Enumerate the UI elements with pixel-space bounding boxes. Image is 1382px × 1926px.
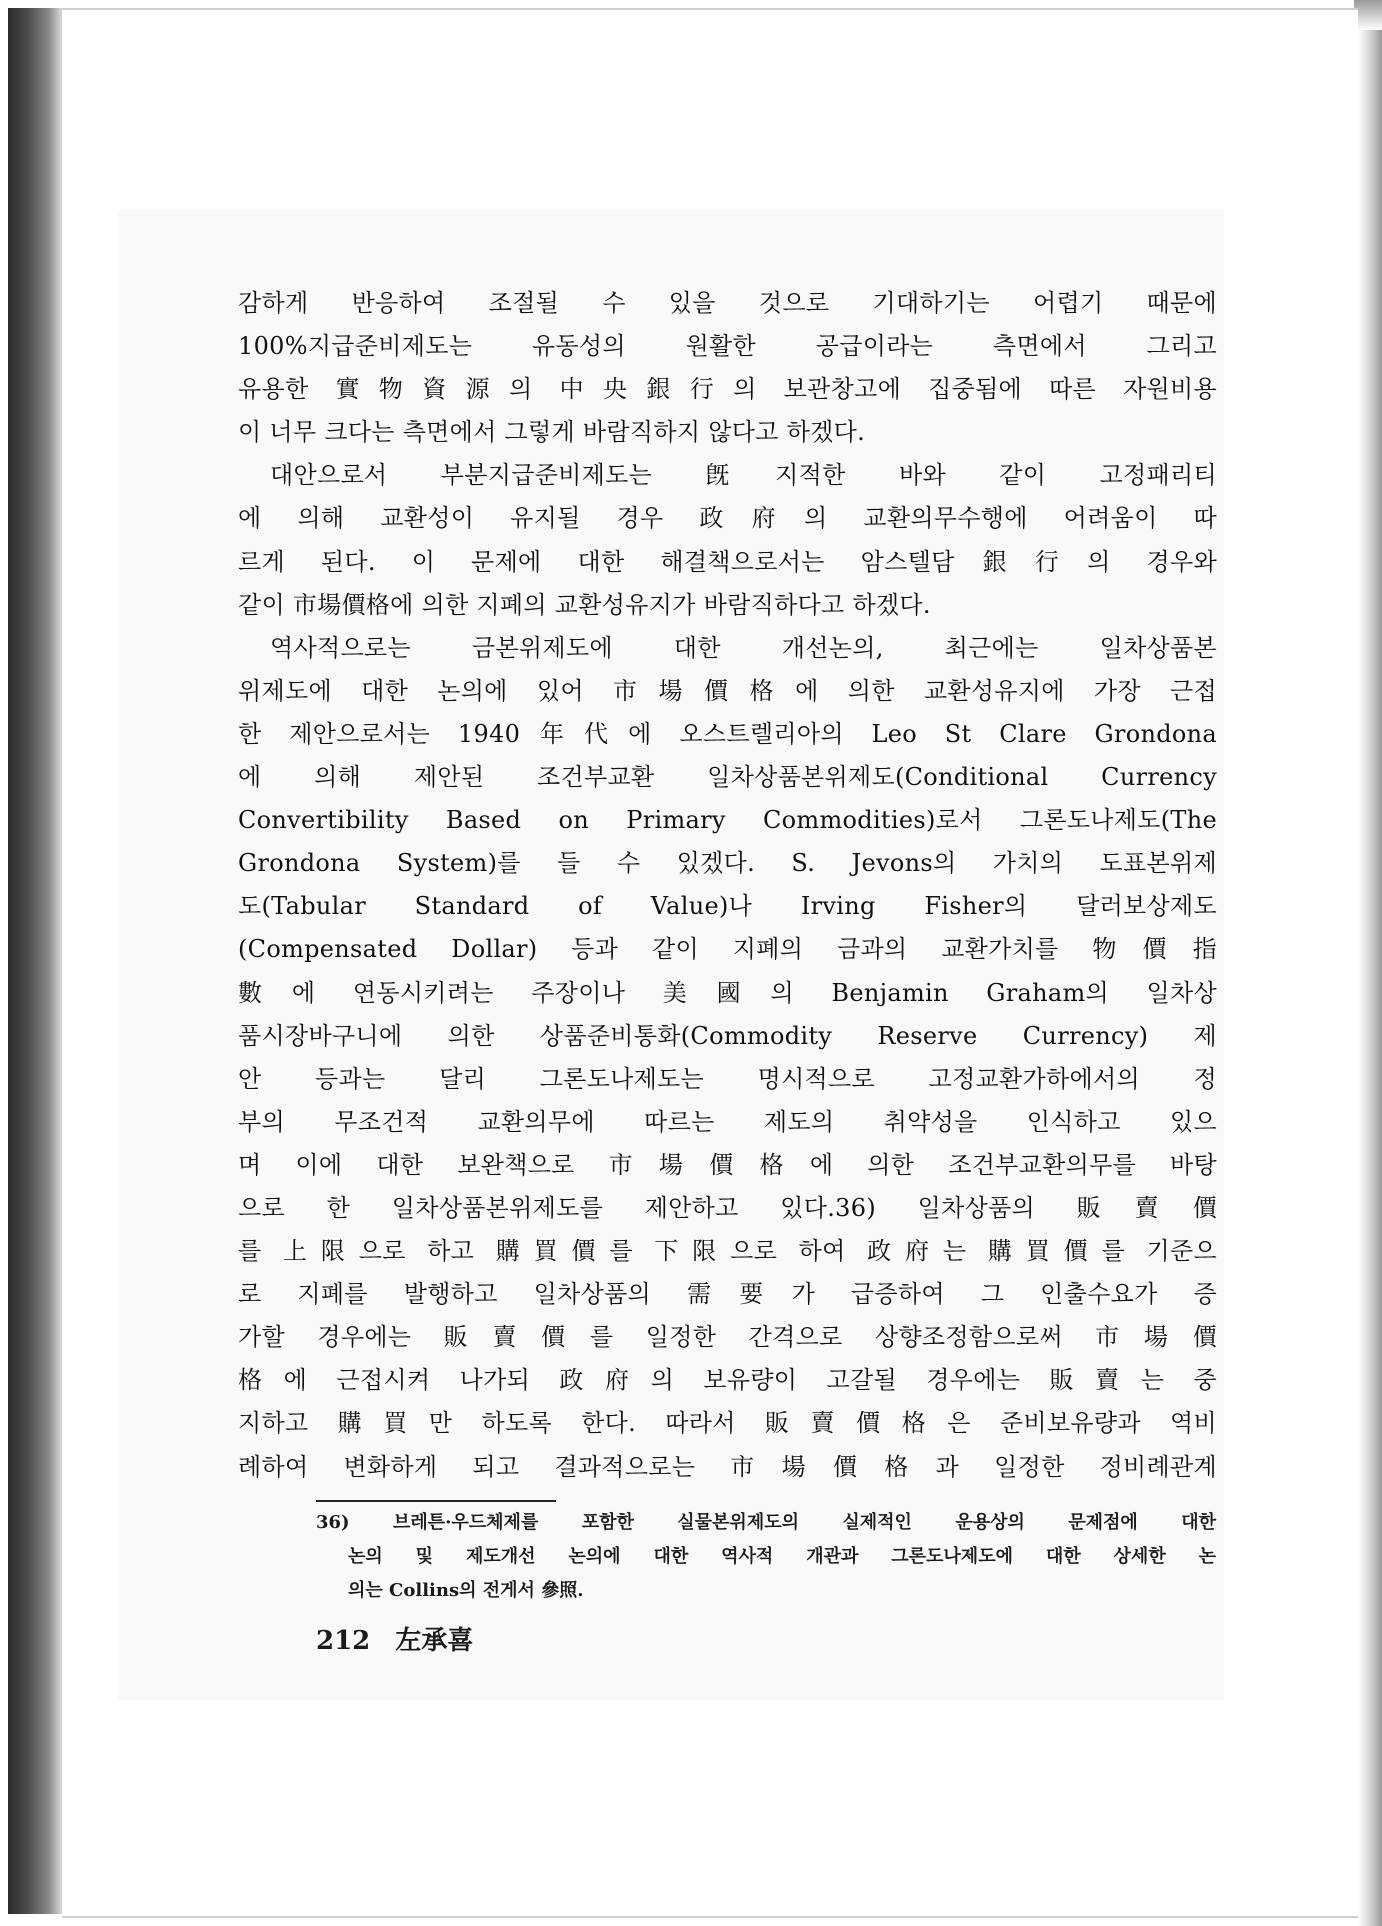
text-line: 에 의해 제안된 조건부교환 일차상품본위제도(Conditional Currency [238,763,1217,792]
text-line: 부의 무조건적 교환의무에 따르는 제도의 취약성을 인식하고 있으 [238,1107,1217,1136]
text-line: 이 너무 크다는 측면에서 그렇게 바람직하지 않다고 하겠다. [238,418,866,447]
text-line: 위제도에 대한 논의에 있어 市場價格에 의한 교환성유지에 가장 근접 [238,676,1217,705]
text-line: 르게 된다. 이 문제에 대한 해결책으로서는 암스텔담銀行의 경우와 [238,547,1217,576]
text-line: 도(Tabular Standard of Value)나 Irving Fisher의 달러보상제도 [238,892,1217,921]
text-line: 로 지폐를 발행하고 일차상품의 需要가 급증하여 그 인출수요가 증 [238,1280,1217,1309]
text-line: 數에 연동시키려는 주장이나 美國의 Benjamin Graham의 일차상 [238,978,1217,1007]
text-line: (Compensated Dollar) 등과 같이 지폐의 금과의 교환가치를 物價指 [238,935,1217,964]
text-line: 를 上限으로 하고 購買價를 下限으로 하여 政府는 購買價를 기준으 [238,1237,1217,1266]
footnote-rule [316,1500,556,1502]
body-text [238,282,1217,1489]
page-number: 212 [316,1626,371,1656]
text-line: 대안으로서 부분지급준비제도는 旣지적한 바와 같이 고정패리티 [270,461,1217,490]
text-line: 품시장바구니에 의한 상품준비통화(Commodity Reserve Currency) 제 [238,1021,1217,1050]
text-line: 안 등과는 달리 그론도나제도는 명시적으로 고정교환가하에서의 정 [238,1064,1217,1093]
text-line: 100%지급준비제도는 유동성의 원활한 공급이라는 측면에서 그리고 [238,332,1217,361]
page-stack-edge [1358,0,1382,1926]
footnote-line: 36) 브레튼·우드체제를 포함한 실물본위제도의 실제적인 운용상의 문제점에 대한 [316,1512,1216,1533]
text-line: 格에 근접시켜 나가되 政府의 보유량이 고갈될 경우에는 販賣는 중 [238,1366,1217,1395]
text-line: 지하고 購買만 하도록 한다. 따라서 販賣價格은 준비보유량과 역비 [238,1409,1217,1438]
text-line: 한 제안으로서는 1940年代에 오스트렐리아의 Leo St Clare Grondona [238,719,1217,748]
footnote [316,1506,1216,1608]
page-corner-shadow [1354,0,1382,30]
text-line: 같이 市場價格에 의한 지폐의 교환성유지가 바람직하다고 하겠다. [238,590,931,619]
text-line: 감하게 반응하여 조절될 수 있을 것으로 기대하기는 어렵기 때문에 [238,289,1217,317]
text-line: Convertibility Based on Primary Commodities)로서 그론도나제도(The [238,806,1217,835]
text-line: 역사적으로는 금본위제도에 대한 개선논의, 최근에는 일차상품본 [270,633,1217,662]
text-line: 가할 경우에는 販賣價를 일정한 간격으로 상향조정함으로써 市場價 [238,1323,1217,1352]
footnote-line: 의는 Collins의 전게서 參照. [348,1580,584,1601]
page-footer [316,1620,489,1657]
text-line: 례하여 변화하게 되고 결과적으로는 市場價格과 일정한 정비례관계 [238,1452,1217,1481]
text-line: 유용한 實物資源의 中央銀行의 보관창고에 집중됨에 따른 자원비용 [238,375,1217,404]
text-line: Grondona System)를 들 수 있겠다. S. Jevons의 가치의 도표본위제 [238,849,1217,878]
text-line: 에 의해 교환성이 유지될 경우 政府의 교환의무수행에 어려움이 따 [238,504,1217,533]
running-author: 左承喜 [395,1626,474,1656]
text-line: 으로 한 일차상품본위제도를 제안하고 있다.36) 일차상품의 販賣價 [238,1193,1217,1222]
footnote-line: 논의 및 제도개선 논의에 대한 역사적 개관과 그론도나제도에 대한 상세한 논 [348,1546,1216,1567]
text-line: 며 이에 대한 보완책으로 市場價格에 의한 조건부교환의무를 바탕 [238,1150,1217,1179]
book-spine-edge [8,8,62,1914]
